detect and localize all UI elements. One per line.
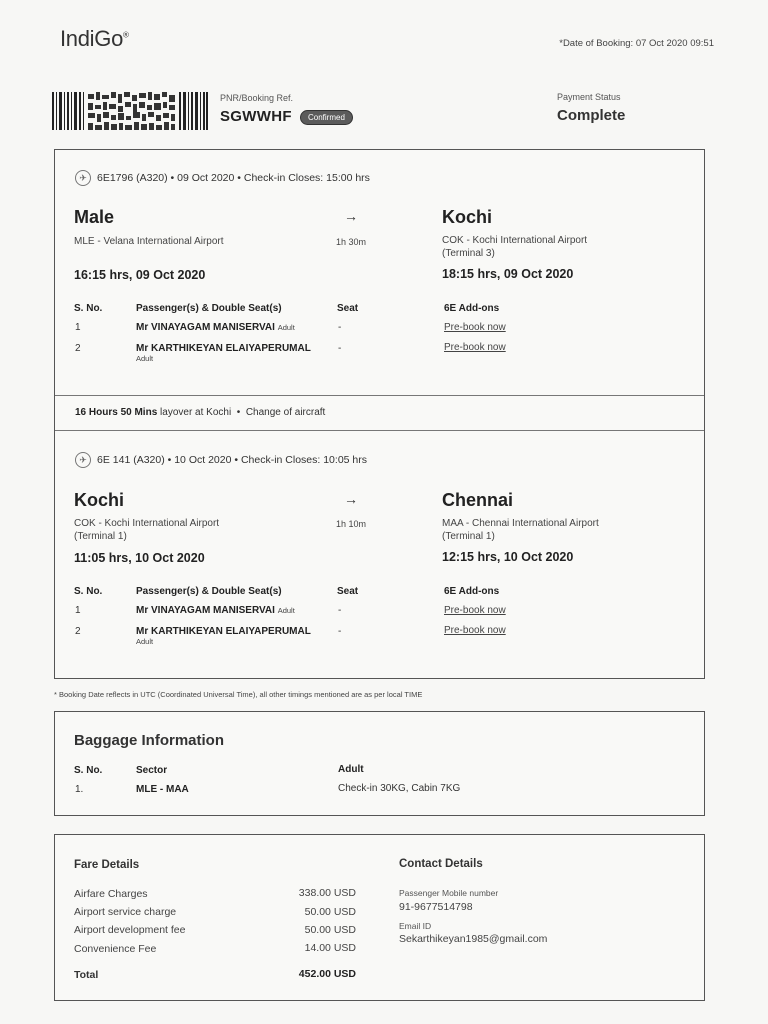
departure-time: 16:15 hrs, 09 Oct 2020 — [74, 268, 206, 282]
origin-city: Kochi — [74, 490, 125, 510]
passenger-name: Mr VINAYAGAM MANISERVAI Adult — [136, 322, 295, 333]
passenger-name: Mr VINAYAGAM MANISERVAI Adult — [136, 605, 295, 616]
destination-airport: COK - Kochi International Airport (Terminal 3) — [442, 235, 588, 259]
passenger-name: Mr KARTHIKEYAN ELAIYAPERUMAL Adult — [136, 343, 311, 363]
fare-label: Airport service charge — [74, 906, 177, 918]
prebook-link[interactable]: Pre-book now — [444, 625, 506, 636]
fare-label: Airfare Charges — [74, 888, 148, 900]
arrow-right-icon: → — [344, 208, 358, 224]
passenger-seat: - — [338, 322, 342, 333]
passenger-seat: - — [338, 605, 342, 616]
prebook-link[interactable]: Pre-book now — [444, 605, 506, 616]
flight-info-1: ✈ 6E1796 (A320) • 09 Oct 2020 • Check-in Closes: 15:00 hrs — [75, 170, 370, 186]
origin-city: Male — [74, 207, 115, 227]
col-passenger: Passenger(s) & Double Seat(s) — [136, 586, 282, 597]
fare-value: 50.00 USD — [304, 906, 356, 918]
arrow-right-icon: → — [344, 491, 358, 507]
prebook-link[interactable]: Pre-book now — [444, 342, 506, 353]
divider — [55, 395, 704, 396]
baggage-sno: 1. — [75, 784, 84, 795]
destination-city: Kochi — [442, 207, 493, 227]
fare-total-label: Total — [74, 969, 99, 981]
fare-title: Fare Details — [74, 859, 140, 871]
col-sno: S. No. — [74, 303, 103, 314]
origin-airport: COK - Kochi International Airport (Terminal 1) — [74, 518, 220, 542]
prebook-link[interactable]: Pre-book now — [444, 322, 506, 333]
plane-icon: ✈ — [75, 170, 91, 186]
payment-status-value: Complete — [557, 107, 626, 124]
col-passenger: Passenger(s) & Double Seat(s) — [136, 303, 282, 314]
layover-info: 16 Hours 50 Mins layover at Kochi • Change of aircraft — [75, 407, 326, 418]
col-seat: Seat — [337, 586, 359, 597]
passenger-name: Mr KARTHIKEYAN ELAIYAPERUMAL Adult — [136, 626, 311, 646]
fare-contact-box — [54, 834, 705, 1001]
col-sector: Sector — [136, 765, 168, 776]
col-addons: 6E Add-ons — [444, 586, 500, 597]
flight-duration: 1h 10m — [336, 519, 367, 529]
fare-value: 50.00 USD — [304, 924, 356, 936]
col-adult: Adult — [338, 764, 364, 775]
baggage-title: Baggage Information — [74, 732, 225, 749]
fare-label: Airport development fee — [74, 924, 186, 936]
fare-label: Convenience Fee — [74, 943, 157, 955]
passenger-sno: 1 — [75, 322, 81, 333]
arrival-time: 12:15 hrs, 10 Oct 2020 — [442, 550, 574, 564]
fare-value: 14.00 USD — [304, 942, 356, 954]
contact-title: Contact Details — [399, 858, 483, 870]
email-label: Email ID — [399, 921, 432, 931]
departure-time: 11:05 hrs, 10 Oct 2020 — [74, 551, 205, 565]
booking-date: *Date of Booking: 07 Oct 2020 09:51 — [559, 38, 714, 49]
payment-status-label: Payment Status — [557, 92, 621, 102]
flight-duration: 1h 30m — [336, 237, 367, 247]
origin-airport: MLE - Velana International Airport — [74, 236, 224, 247]
destination-city: Chennai — [442, 490, 514, 510]
arrival-time: 18:15 hrs, 09 Oct 2020 — [442, 267, 574, 281]
fare-total-value: 452.00 USD — [298, 968, 356, 980]
destination-airport: MAA - Chennai International Airport (Terminal 1) — [442, 518, 599, 542]
email-address: Sekarthikeyan1985@gmail.com — [399, 933, 548, 945]
pnr-value: SGWWHF — [220, 108, 292, 125]
col-sno: S. No. — [74, 586, 103, 597]
passenger-sno: 1 — [75, 605, 81, 616]
baggage-box — [54, 711, 705, 816]
passenger-seat: - — [338, 343, 342, 354]
passenger-seat: - — [338, 626, 342, 637]
indigo-logo: IndiGo® — [60, 26, 129, 51]
flight-info-2: ✈ 6E 141 (A320) • 10 Oct 2020 • Check-in Closes: 10:05 hrs — [75, 452, 367, 468]
col-addons: 6E Add-ons — [444, 303, 500, 314]
col-sno: S. No. — [74, 765, 103, 776]
baggage-sector: MLE - MAA — [136, 784, 189, 795]
baggage-allowance: Check-in 30KG, Cabin 7KG — [338, 783, 461, 794]
fare-value: 338.00 USD — [298, 887, 356, 899]
passenger-sno: 2 — [75, 343, 81, 354]
status-badge: Confirmed — [300, 110, 353, 125]
plane-icon: ✈ — [75, 452, 91, 468]
itinerary-box — [54, 149, 705, 679]
mobile-number: 91-9677514798 — [399, 901, 473, 913]
passenger-sno: 2 — [75, 626, 81, 637]
barcode-icon — [52, 92, 208, 130]
col-seat: Seat — [337, 303, 359, 314]
mobile-label: Passenger Mobile number — [399, 888, 499, 898]
utc-footnote: * Booking Date reflects in UTC (Coordinated Universal Time), all other timings mentioned are as per local TIME — [54, 690, 423, 699]
divider — [55, 430, 704, 431]
pnr-label: PNR/Booking Ref. — [220, 93, 294, 103]
